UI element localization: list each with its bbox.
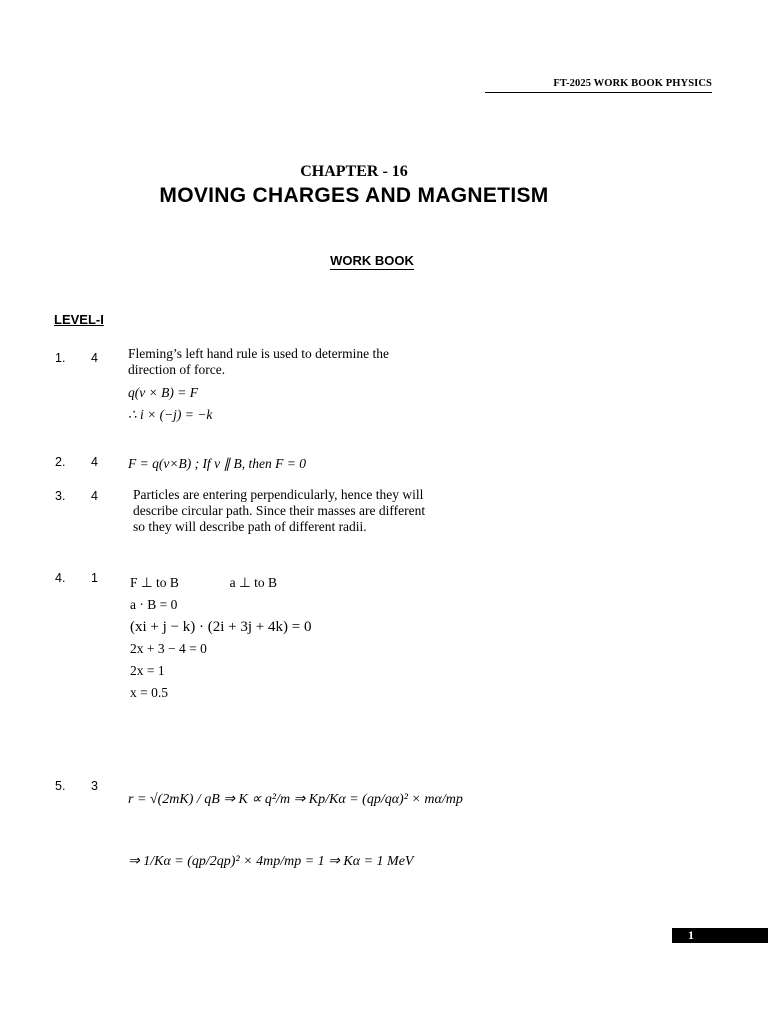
solution-text-line: describe circular path. Since their masses are different [133,503,426,518]
section-title-text: WORK BOOK [330,253,414,268]
solution-4 [130,572,311,704]
page-number-bar [672,928,768,943]
solution-equation: q(v × B) = F [128,385,198,400]
solution-equation [130,572,311,594]
running-header: FT-2025 WORK BOOK PHYSICS [485,78,712,93]
question-answer: 4 [91,489,98,503]
solution-equation: 2x = 1 [130,663,165,678]
solution-5 [128,780,463,882]
question-answer: 3 [91,779,98,793]
solution-equation: ∴ i × (−j) = −k [128,407,213,422]
question-number: 3. [55,489,66,503]
solution-3 [133,487,425,535]
equation-part: F ⊥ to B [130,575,179,590]
solution-equation: x = 0.5 [130,685,168,700]
solution-equation: ⇒ 1/Kα = (qp/2qp)² × 4mp/mp = 1 ⇒ Kα = 1 MeV [128,854,414,869]
equation-part: a ⊥ to B [229,575,278,590]
solution-text-line: Fleming’s left hand rule is used to determine the [128,346,389,361]
question-number: 5. [55,779,66,793]
chapter-label: CHAPTER - 16 [300,163,408,180]
solution-equation: 2x + 3 − 4 = 0 [130,641,207,656]
question-number: 4. [55,571,66,585]
page-number: 1 [688,928,694,942]
question-number: 1. [55,351,66,365]
question-number: 2. [55,455,66,469]
question-answer: 4 [91,455,98,469]
level-title: LEVEL-I [54,312,104,327]
solution-equation: a · B = 0 [130,597,178,612]
solution-1 [128,346,389,423]
solution-text-line: direction of force. [128,362,226,377]
solution-equation: r = √(2mK) / qB ⇒ K ∝ q²/m ⇒ Kp/Kα = (qp/qα)² × mα/mp [128,792,463,807]
solution-text-line: so they will describe path of different radii. [133,519,367,534]
section-title [0,253,744,268]
solution-equation: (xi + j − k) · (2i + 3j + 4k) = 0 [130,619,312,635]
solution-2 [128,456,306,472]
solution-text-line: Particles are entering perpendicularly, hence they will [133,487,424,502]
question-answer: 4 [91,351,98,365]
chapter-title: MOVING CHARGES AND MAGNETISM [159,184,549,207]
question-answer: 1 [91,571,98,585]
solution-equation: F = q(v×B) ; If v ∥ B, then F = 0 [128,456,307,471]
